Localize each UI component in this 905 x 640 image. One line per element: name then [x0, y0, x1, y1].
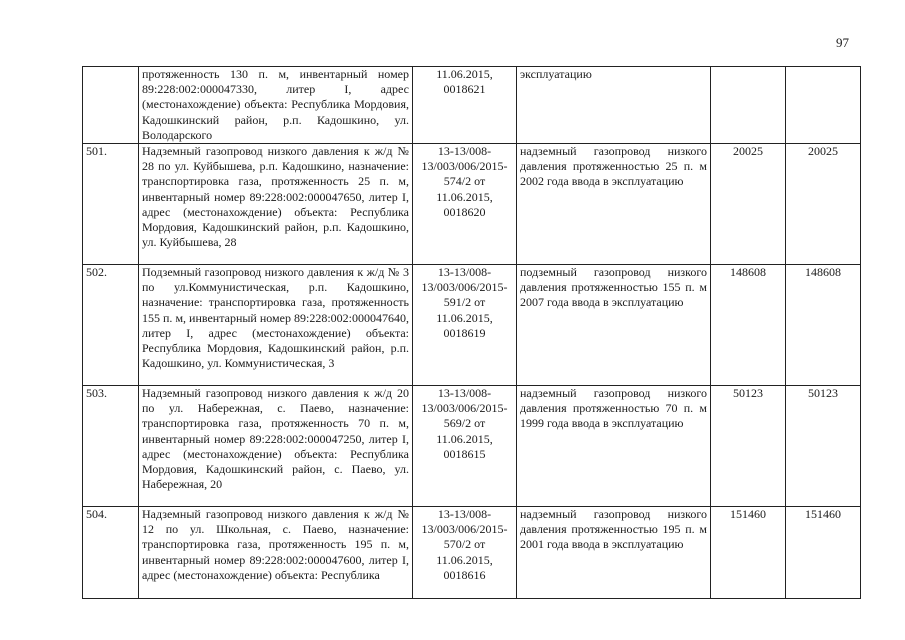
- registration-line: 11.06.2015,: [436, 310, 493, 325]
- object-description: [139, 144, 413, 265]
- registration-line: 574/2 от: [443, 174, 486, 189]
- row-number: 501.: [83, 144, 139, 265]
- registration-line: 0018616: [443, 567, 486, 582]
- registration-line: 13/003/006/2015-: [421, 401, 508, 416]
- object-description: [139, 265, 413, 386]
- table-row: [83, 144, 861, 265]
- row-number: 502.: [83, 265, 139, 386]
- object-description: [139, 67, 413, 144]
- value-cell: [786, 67, 861, 144]
- object-characteristics: подземный газопровод низкого давления протяженностью 155 п. м 2007 года ввода в эксплуатацию: [517, 265, 711, 386]
- registration-record: [413, 144, 517, 265]
- table-row: [83, 507, 861, 599]
- registration-line: 569/2 от: [443, 416, 486, 431]
- table-row: [83, 386, 861, 507]
- registration-line: 0018621: [443, 82, 486, 97]
- description-text: протяженность 130 п. м, инвентарный номер 89:228:002:000047330, литер I, адрес (местонахождение) объекта: Республика Мордовия, Кадошкинский район, р.п. Кадошкино, ул. Володарского: [142, 67, 409, 142]
- value-cell: 151460: [711, 507, 786, 599]
- registration-line: 13-13/008-: [437, 386, 492, 401]
- value-cell: 148608: [786, 265, 861, 386]
- object-description: [139, 386, 413, 507]
- registration-line: 13/003/006/2015-: [421, 280, 508, 295]
- value-cell: 50123: [711, 386, 786, 507]
- object-characteristics: надземный газопровод низкого давления протяженностью 70 п. м 1999 года ввода в эксплуатацию: [517, 386, 711, 507]
- registration-record: [413, 386, 517, 507]
- description-text: Надземный газопровод низкого давления к ж/д 20 по ул. Набережная, с. Паево, назначение: транспортировка газа, протяженность 70 п. м, инвентарный номер 89:228:002:000047250, литер I, адрес (местонахождение) объекта: Республика Мордовия, Кадошкинский район, с. Паево, ул. Набережная, 20: [142, 386, 409, 492]
- registration-line: 13-13/008-: [437, 144, 492, 159]
- value-cell: 148608: [711, 265, 786, 386]
- registration-line: 0018619: [443, 325, 486, 340]
- description-text: Надземный газопровод низкого давления к ж/д № 28 по ул. Куйбышева, р.п. Кадошкино, назначение: транспортировка газа, протяженность 25 п. м, инвентарный номер 89:228:002:000047650, литер I, адрес (местонахождение) объекта: Республика Мордовия, Кадошкинский район, р.п. Кадошкино, ул. Куйбышева, 28: [142, 144, 409, 250]
- registration-line: 11.06.2015,: [436, 552, 493, 567]
- row-number: 504.: [83, 507, 139, 599]
- registration-line: 13-13/008-: [437, 507, 492, 522]
- row-number: [83, 67, 139, 144]
- registration-line: 13/003/006/2015-: [421, 159, 508, 174]
- value-cell: [711, 67, 786, 144]
- registration-line: 13-13/008-: [437, 265, 492, 280]
- value-cell: 20025: [786, 144, 861, 265]
- registration-line: 11.06.2015,: [436, 431, 493, 446]
- value-cell: 50123: [786, 386, 861, 507]
- registry-body: [83, 67, 861, 599]
- value-cell: 20025: [711, 144, 786, 265]
- registration-line: 0018620: [443, 204, 486, 219]
- registration-line: 13/003/006/2015-: [421, 522, 508, 537]
- registration-line: 11.06.2015,: [436, 189, 493, 204]
- registration-line: 11.06.2015,: [436, 67, 493, 81]
- object-characteristics: эксплуатацию: [517, 67, 711, 144]
- table-row: [83, 265, 861, 386]
- value-cell: 151460: [786, 507, 861, 599]
- registration-line: 591/2 от: [443, 295, 486, 310]
- object-characteristics: надземный газопровод низкого давления протяженностью 25 п. м 2002 года ввода в эксплуатацию: [517, 144, 711, 265]
- registration-record: [413, 507, 517, 599]
- table-row: [83, 67, 861, 144]
- registration-record: [413, 67, 517, 144]
- page-number: 97: [836, 35, 849, 50]
- registration-record: [413, 265, 517, 386]
- description-text: Надземный газопровод низкого давления к ж/д № 12 по ул. Школьная, с. Паево, назначение: транспортировка газа, протяженность 195 п. м, инвентарный номер 89:228:002:000047600, литер I, адрес (местонахождение) объекта: Республика: [142, 507, 409, 582]
- row-number: 503.: [83, 386, 139, 507]
- object-characteristics: надземный газопровод низкого давления протяженностью 195 п. м 2001 года ввода в эксплуатацию: [517, 507, 711, 599]
- registration-line: 0018615: [443, 446, 486, 461]
- object-description: [139, 507, 413, 599]
- description-text: Подземный газопровод низкого давления к ж/д № 3 по ул.Коммунистическая, р.п. Кадошкино, назначение: транспортировка газа, протяженность 155 п. м, инвентарный номер 89:228:002:000047640, литер I, адрес (местонахождение) объекта: Республика Мордовия, Кадошкинский район, р.п. Кадошкино, ул. Коммунистическая, 3: [142, 265, 409, 371]
- registration-line: 570/2 от: [443, 537, 486, 552]
- property-registry-table: [82, 66, 861, 599]
